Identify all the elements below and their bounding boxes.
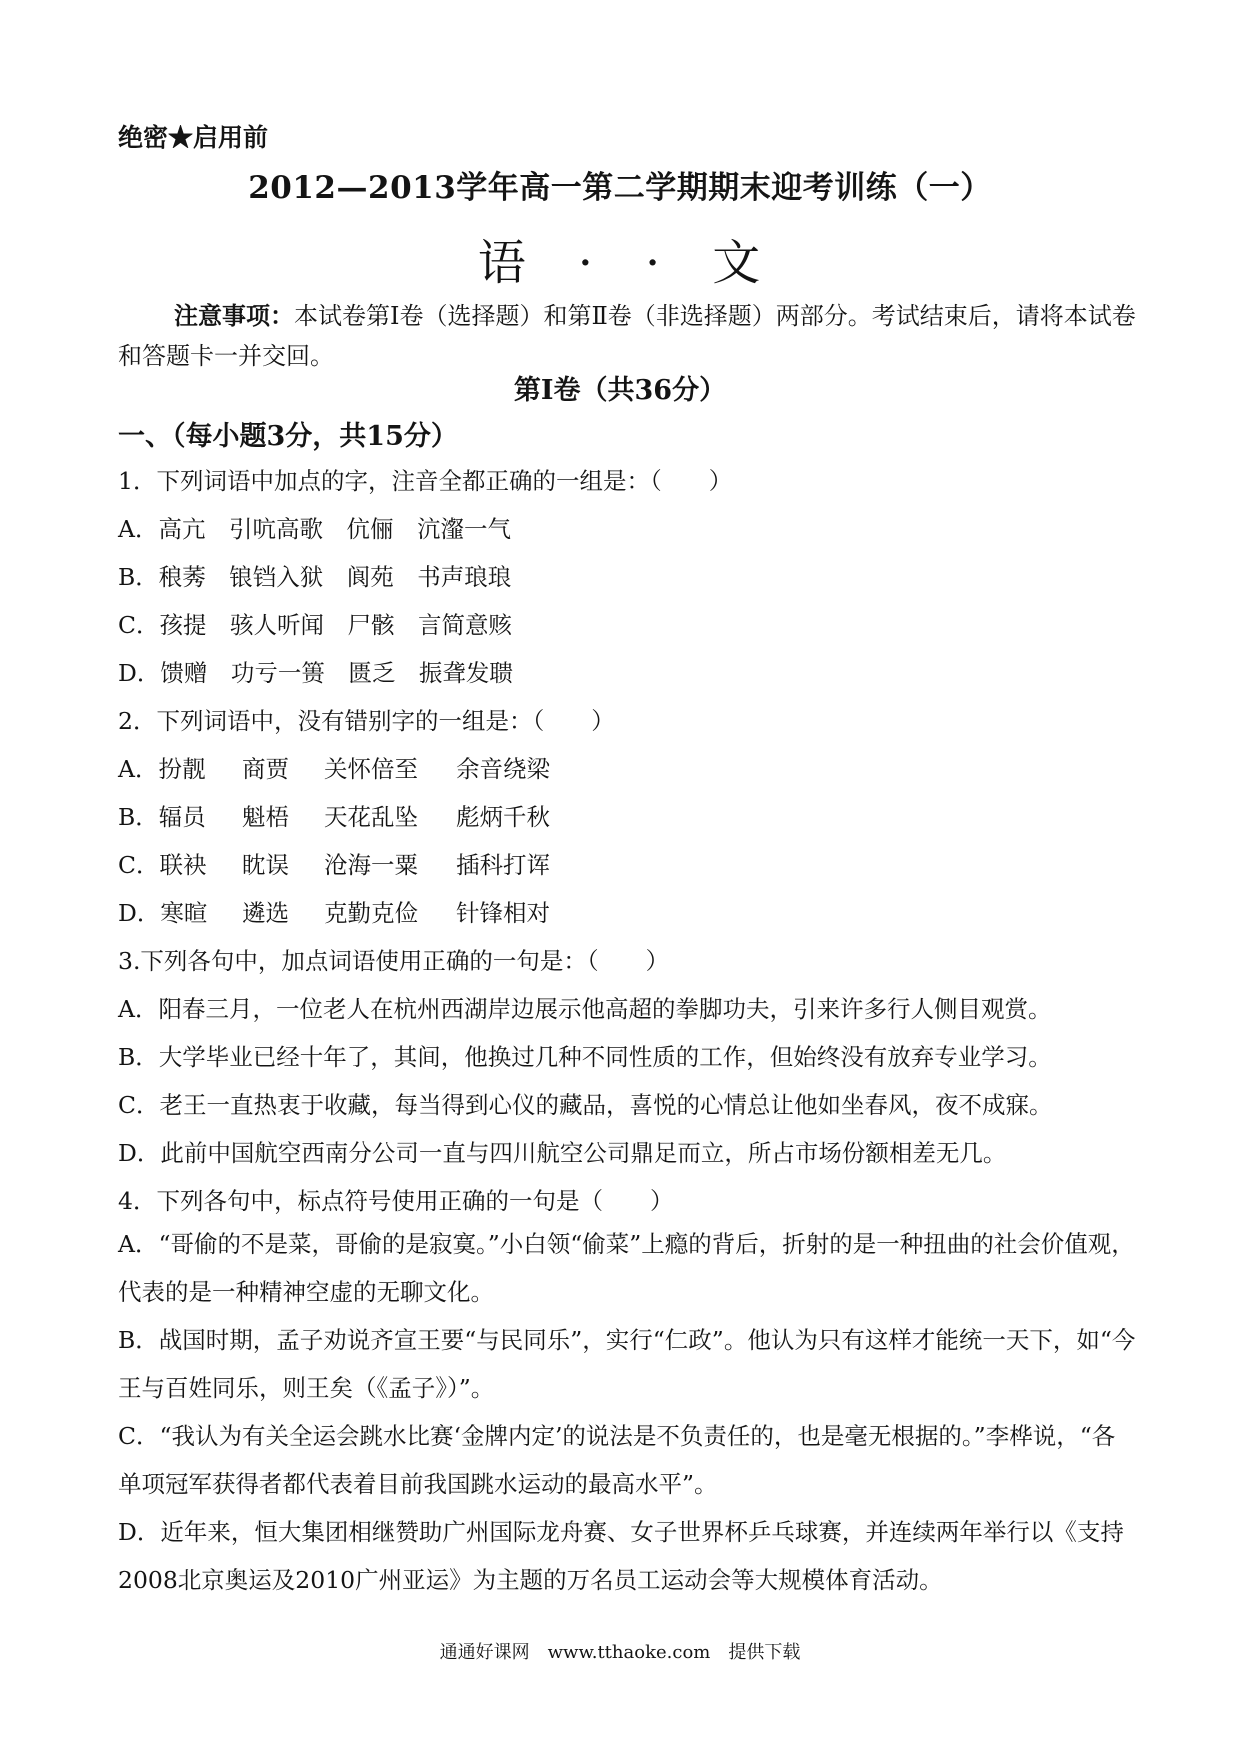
question-2-option-b: B．辐员 魁梧 天花乱坠 彪炳千秋 <box>118 803 550 831</box>
subject-title: 语 · · 文 <box>477 235 763 291</box>
question-1-option-b: B．稂莠 锒铛入狱 阆苑 书声琅琅 <box>118 563 512 591</box>
question-3-option-d: D．此前中国航空西南分公司一直与四川航空公司鼎足而立，所占市场份额相差无几。 <box>118 1139 1007 1167</box>
question-1-stem: 1．下列词语中加点的字，注音全都正确的一组是：（ ） <box>118 467 733 495</box>
question-2-stem: 2．下列词语中，没有错别字的一组是：（ ） <box>118 707 615 735</box>
notice-label: 注意事项： <box>174 301 294 330</box>
question-3-option-c: C．老王一直热衷于收藏，每当得到心仪的藏品，喜悦的心情总让他如坐春风，夜不成寐。 <box>118 1091 1053 1119</box>
question-2-option-a: A．扮靓 商贾 关怀倍至 余音绕梁 <box>118 755 550 783</box>
question-1-option-c: C．孩提 骇人听闻 尸骸 言简意赅 <box>118 611 512 639</box>
question-2-option-c: C．联袂 眈误 沧海一粟 插科打诨 <box>118 851 550 879</box>
part-heading: 第Ⅰ卷（共36分） <box>513 375 727 406</box>
question-4-option-a: A．“哥偷的不是菜，哥偷的是寂寞。”小白领“偷菜”上瘾的背后，折射的是一种扭曲的社会价值观，代表的是一种精神空虚的无聊文化。 <box>118 1230 1135 1306</box>
notice-text: 本试卷第Ⅰ卷（选择题）和第Ⅱ卷（非选择题）两部分。考试结束后，请将本试卷和答题卡一并交回。 <box>118 302 1136 370</box>
question-1-option-a: A．高亢 引吭高歌 伉俪 沆瀣一气 <box>118 515 511 543</box>
section-heading: 一、（每小题3分，共15分） <box>118 421 458 452</box>
question-3-option-b: B．大学毕业已经十年了，其间，他换过几种不同性质的工作，但始终没有放弃专业学习。 <box>118 1043 1052 1071</box>
exam-title: 2012—2013学年高一第二学期期末迎考训练（一） <box>248 170 992 206</box>
question-4-option-d: D．近年来，恒大集团相继赞助广州国际龙舟赛、女子世界杯乒乓球赛，并连续两年举行以《支持2008北京奥运及2010广州亚运》为主题的万名员工运动会等大规模体育活动。 <box>118 1518 1124 1594</box>
question-3-option-a: A．阳春三月，一位老人在杭州西湖岸边展示他高超的拳脚功夫，引来许多行人侧目观赏。 <box>118 995 1052 1023</box>
question-1-option-d: D．馈赠 功亏一篑 匮乏 振聋发聩 <box>118 659 513 687</box>
notice-paragraph <box>118 296 1138 376</box>
footer-credit: 通通好课网 www.tthaoke.com 提供下载 <box>439 1642 801 1663</box>
confidential-label: 绝密★启用前 <box>118 123 269 152</box>
question-4-option-b: B．战国时期，孟子劝说齐宣王要“与民同乐”，实行“仁政”。他认为只有这样才能统一天下，如“今王与百姓同乐，则王矣（《孟子》）”。 <box>118 1326 1136 1402</box>
question-3-stem: 3.下列各句中，加点词语使用正确的一句是：（ ） <box>118 947 670 975</box>
question-2-option-d: D．寒暄 遴选 克勤克俭 针锋相对 <box>118 899 550 927</box>
question-4-option-c: C．“我认为有关全运会跳水比赛‘金牌内定’的说法是不负责任的，也是毫无根据的。”李桦说，“各单项冠军获得者都代表着目前我国跳水运动的最高水平”。 <box>118 1422 1116 1498</box>
question-4-stem: 4．下列各句中，标点符号使用正确的一句是（ ） <box>118 1187 674 1215</box>
